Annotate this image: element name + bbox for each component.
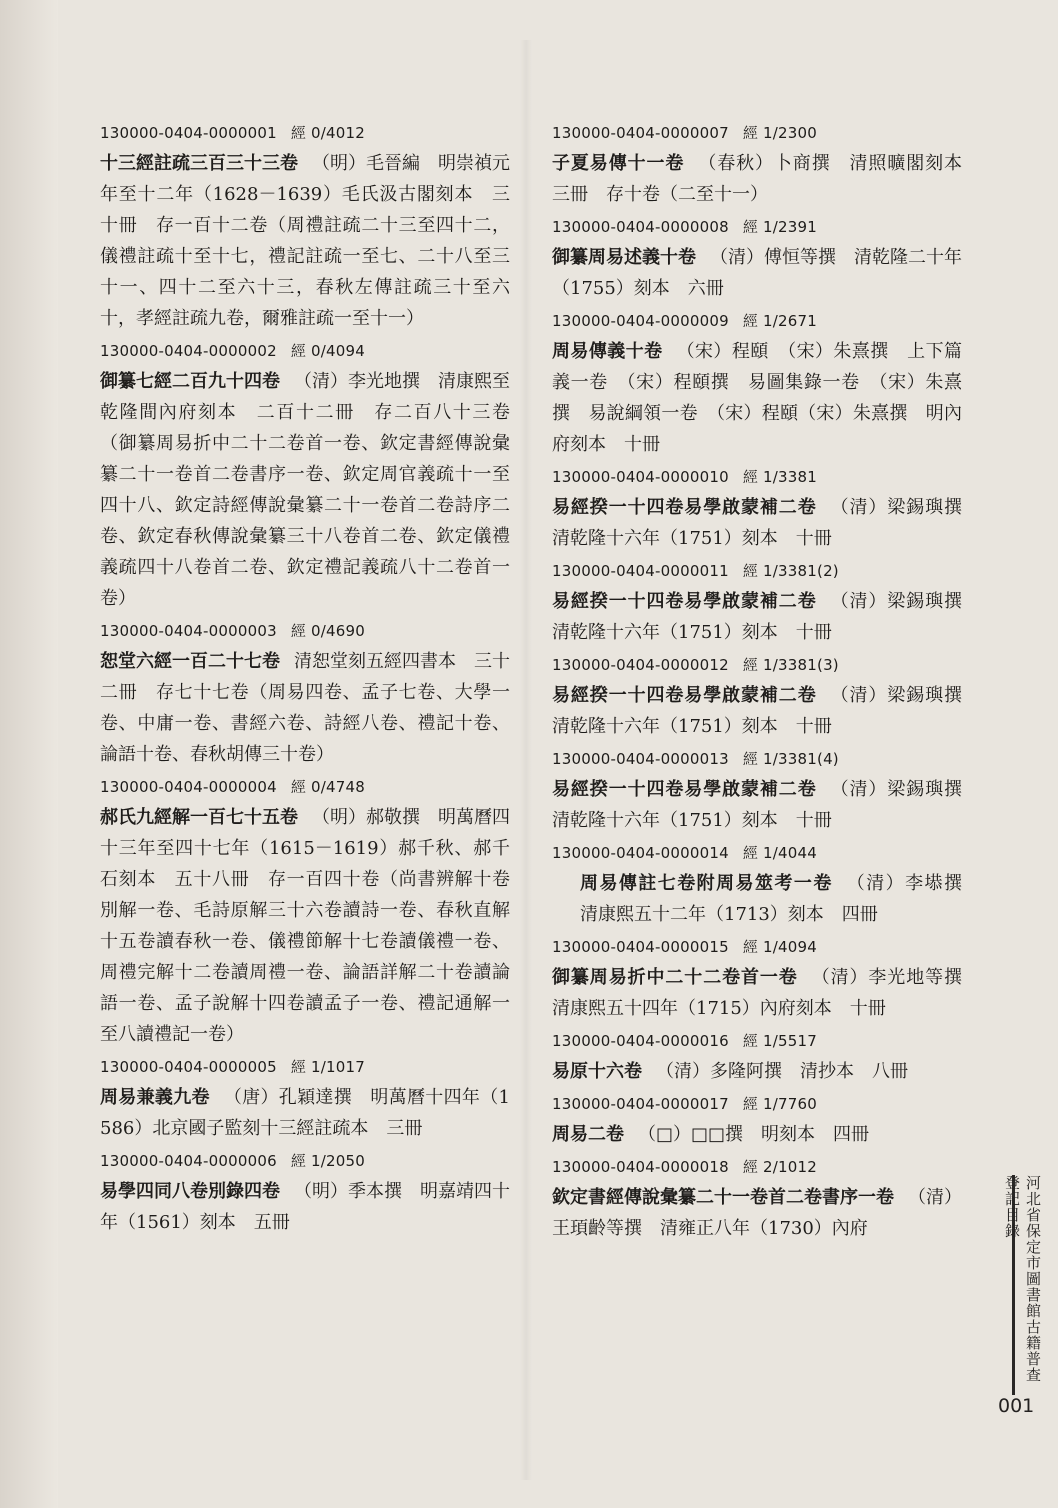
- entry-title: 恕堂六經一百二十七卷: [100, 651, 280, 672]
- entry-id: 130000-0404-0000016: [552, 1032, 729, 1050]
- entry-id: 130000-0404-0000003: [100, 622, 277, 640]
- entry-description: （清）梁錫璵撰 清乾隆十六年（1751）刻本 十冊: [552, 591, 981, 643]
- entry-id: 130000-0404-0000017: [552, 1095, 729, 1113]
- entry-id-line: [100, 122, 510, 148]
- entry-id-line: [100, 620, 510, 646]
- entry-code: 經 2/1012: [742, 1158, 818, 1176]
- entry-title: 周易兼義九卷: [100, 1087, 210, 1108]
- entry-body: [100, 646, 510, 770]
- entry-title: 易經揆一十四卷易學啟蒙補二卷: [552, 591, 817, 612]
- entry-body: [552, 336, 962, 460]
- entry-body: [100, 1176, 510, 1238]
- page-number: 001: [998, 1395, 1035, 1417]
- entry-id-line: [552, 466, 962, 492]
- entry-title: 子夏易傳十一卷: [552, 153, 685, 174]
- entry-id-line: [100, 1056, 510, 1082]
- entry-id-line: [100, 340, 510, 366]
- entry-title: 御纂周易折中二十二卷首一卷: [552, 967, 798, 988]
- entry-id-line: [552, 122, 962, 148]
- entry-title: 易學四同八卷別錄四卷: [100, 1181, 280, 1202]
- entry-description: （宋）程頤 （宋）朱熹撰 上下篇義一卷 （宋）程頤撰 易圖集錄一卷 （宋）朱熹撰 易說綱領一卷 （宋）程頤（宋）朱熹撰 明內府刻本 十冊: [552, 341, 963, 455]
- entry-title: 御纂七經二百九十四卷: [100, 371, 280, 392]
- entry-code: 經 1/2391: [742, 218, 818, 236]
- entry-code: 經 1/5517: [742, 1032, 818, 1050]
- entry-code: 經 1/4044: [742, 844, 818, 862]
- entry-id: 130000-0404-0000007: [552, 124, 729, 142]
- entry-id: 130000-0404-0000011: [552, 562, 729, 580]
- entry-code: 經 1/3381(2): [742, 562, 839, 580]
- entry-body: [552, 492, 981, 554]
- entry-code: 經 1/4094: [742, 938, 818, 956]
- entry-description: （清）多隆阿撰 清抄本 八冊: [656, 1061, 908, 1082]
- entry-id-line: [100, 1150, 510, 1176]
- entry-id-line: [552, 936, 962, 962]
- entry-description: （清）梁錫璵撰 清乾隆十六年（1751）刻本 十冊: [552, 685, 981, 737]
- entry-title: 周易二卷: [552, 1124, 624, 1145]
- entry-description: （清）李塨撰 清康熙五十二年（1713）刻本 四冊: [580, 873, 981, 925]
- entry-description: （明）郝敬撰 明萬曆四十三年至四十七年（1615－1619）郝千秋、郝千石刻本 五十八冊 存一百四十卷（尚書辨解十卷別解一卷、毛詩原解三十六卷讀詩一卷、春秋直解十五卷讀春秋一卷、儀禮節解十七卷讀儀禮一卷、周禮完解十二卷讀周禮一卷、論語詳解二十卷讀論語一卷、孟子說解十四卷讀孟子一卷、禮記通解一至八讀禮記一卷）: [100, 807, 510, 1045]
- entry-id-line: [552, 560, 962, 586]
- entry-id: 130000-0404-0000010: [552, 468, 729, 486]
- entry-description: 清恕堂刻五經四書本 三十二冊 存七十七卷（周易四卷、孟子七卷、大學一卷、中庸一卷、書經六卷、詩經八卷、禮記十卷、論語十卷、春秋胡傳三十卷）: [100, 651, 510, 765]
- catalog-entry: [100, 340, 510, 614]
- catalog-entry: [100, 1056, 510, 1144]
- catalog-entry: [552, 122, 981, 210]
- entry-id: 130000-0404-0000014: [552, 844, 729, 862]
- entry-title: 易經揆一十四卷易學啟蒙補二卷: [552, 497, 817, 518]
- right-column: [552, 122, 981, 1422]
- page-edge: [0, 0, 58, 1508]
- entry-body: [552, 1056, 962, 1087]
- entry-id-line: [552, 748, 962, 774]
- entry-title: 易原十六卷: [552, 1061, 642, 1082]
- catalog-entry: [552, 748, 981, 836]
- entry-description: （清）李光地撰 清康熙至乾隆間內府刻本 二百十二冊 存二百八十三卷（御纂周易折中二十二卷首一卷、欽定書經傳說彙纂二十一卷首二卷書序一卷、欽定周官義疏十一至四十八、欽定詩經傳說彙纂二十一卷首二卷詩序二卷、欽定春秋傳說彙纂三十八卷首二卷、欽定儀禮義疏四十八卷首二卷、欽定禮記義疏八十二卷首一卷）: [100, 371, 510, 609]
- catalog-entry: [552, 310, 962, 460]
- catalog-entry: [100, 122, 510, 334]
- entry-body: [552, 774, 981, 836]
- entry-title: 易經揆一十四卷易學啟蒙補二卷: [552, 779, 817, 800]
- catalog-entry: [100, 1150, 510, 1238]
- entry-body: [552, 680, 981, 742]
- catalog-entry: [552, 1030, 962, 1087]
- entry-description: （唐）孔穎達撰 明萬曆十四年（1586）北京國子監刻十三經註疏本 三冊: [100, 1087, 511, 1139]
- entry-code: 經 1/3381(3): [742, 656, 839, 674]
- entry-description: （春秋）卜商撰 清照曠閣刻本 三冊 存十卷（二至十一）: [552, 153, 981, 205]
- entry-body: [552, 962, 981, 1024]
- entry-title: 周易傳義十卷: [552, 341, 663, 362]
- entry-id: 130000-0404-0000005: [100, 1058, 277, 1076]
- catalog-entry: [552, 842, 981, 930]
- catalog-entry: [552, 466, 981, 554]
- entry-code: 經 0/4690: [290, 622, 366, 640]
- entry-title: 十三經註疏三百三十三卷: [100, 153, 298, 174]
- entry-id: 130000-0404-0000002: [100, 342, 277, 360]
- catalog-entry: [552, 560, 981, 648]
- entry-body: [552, 868, 981, 930]
- entry-body: [100, 148, 510, 334]
- entry-code: 經 0/4748: [290, 778, 366, 796]
- entry-body: [552, 148, 981, 210]
- catalog-entry: [100, 776, 510, 1050]
- entry-description: （清）王頊齡等撰 清雍正八年（1730）內府: [552, 1187, 962, 1239]
- entry-body: [552, 242, 962, 304]
- entry-code: 經 1/2300: [742, 124, 818, 142]
- entry-description: （□）□□撰 明刻本 四冊: [638, 1124, 870, 1145]
- entry-description: （明）毛晉編 明崇禎元年至十二年（1628－1639）毛氏汲古閣刻本 三十冊 存一百十二卷（周禮註疏二十三至四十二，儀禮註疏十至十七，禮記註疏一至七、二十八至三十一、四十二至六十三，春秋左傳註疏三十至六十，孝經註疏九卷，爾雅註疏一至十一）: [100, 153, 510, 329]
- entry-body: [552, 1182, 962, 1244]
- entry-code: 經 1/3381: [742, 468, 818, 486]
- entry-description: （明）季本撰 明嘉靖四十年（1561）刻本 五冊: [100, 1181, 510, 1233]
- entry-id-line: [552, 1093, 962, 1119]
- entry-description: （清）李光地等撰 清康熙五十四年（1715）內府刻本 十冊: [552, 967, 981, 1019]
- entry-description: （清）傅恒等撰 清乾隆二十年（1755）刻本 六冊: [552, 247, 962, 299]
- entry-id: 130000-0404-0000008: [552, 218, 729, 236]
- entry-code: 經 0/4094: [290, 342, 366, 360]
- entry-id-line: [552, 1030, 962, 1056]
- catalog-entry: [552, 654, 981, 742]
- catalog-entry: [552, 936, 981, 1024]
- entry-body: [100, 1082, 510, 1144]
- entry-code: 經 1/2671: [742, 312, 818, 330]
- entry-description: （清）梁錫璵撰 清乾隆十六年（1751）刻本 十冊: [552, 497, 981, 549]
- entry-title: 周易傳註七卷附周易筮考一卷: [580, 873, 833, 894]
- entry-id: 130000-0404-0000001: [100, 124, 277, 142]
- entry-id: 130000-0404-0000009: [552, 312, 729, 330]
- entry-id: 130000-0404-0000015: [552, 938, 729, 956]
- entry-body: [100, 802, 510, 1050]
- entry-description: （清）梁錫璵撰 清乾隆十六年（1751）刻本 十冊: [552, 779, 981, 831]
- entry-body: [552, 586, 981, 648]
- entry-id: 130000-0404-0000012: [552, 656, 729, 674]
- catalog-entry: [552, 1156, 962, 1244]
- entry-id-line: [552, 310, 962, 336]
- entry-id-line: [552, 842, 962, 868]
- entry-title: 郝氏九經解一百七十五卷: [100, 807, 298, 828]
- entry-id: 130000-0404-0000004: [100, 778, 277, 796]
- catalog-entry: [552, 1093, 962, 1150]
- entry-id-line: [552, 654, 962, 680]
- entry-code: 經 0/4012: [290, 124, 366, 142]
- entry-code: 經 1/7760: [742, 1095, 818, 1113]
- left-column: [100, 122, 510, 1422]
- catalog-entry: [552, 216, 962, 304]
- entry-id-line: [552, 1156, 962, 1182]
- entry-title: 欽定書經傳說彙纂二十一卷首二卷書序一卷: [552, 1187, 894, 1208]
- entry-title: 易經揆一十四卷易學啟蒙補二卷: [552, 685, 817, 706]
- entry-code: 經 1/3381(4): [742, 750, 839, 768]
- page-fold: [520, 40, 532, 1480]
- entry-id: 130000-0404-0000013: [552, 750, 729, 768]
- entry-body: [100, 366, 510, 614]
- entry-title: 御纂周易述義十卷: [552, 247, 696, 268]
- entry-id: 130000-0404-0000018: [552, 1158, 729, 1176]
- entry-code: 經 1/1017: [290, 1058, 366, 1076]
- entry-id: 130000-0404-0000006: [100, 1152, 277, 1170]
- catalog-entry: [100, 620, 510, 770]
- entry-id-line: [552, 216, 962, 242]
- entry-code: 經 1/2050: [290, 1152, 366, 1170]
- entry-id-line: [100, 776, 510, 802]
- entry-body: [552, 1119, 962, 1150]
- running-side-title: 河北省保定市圖書館古籍普查登記目錄: [1012, 1175, 1044, 1395]
